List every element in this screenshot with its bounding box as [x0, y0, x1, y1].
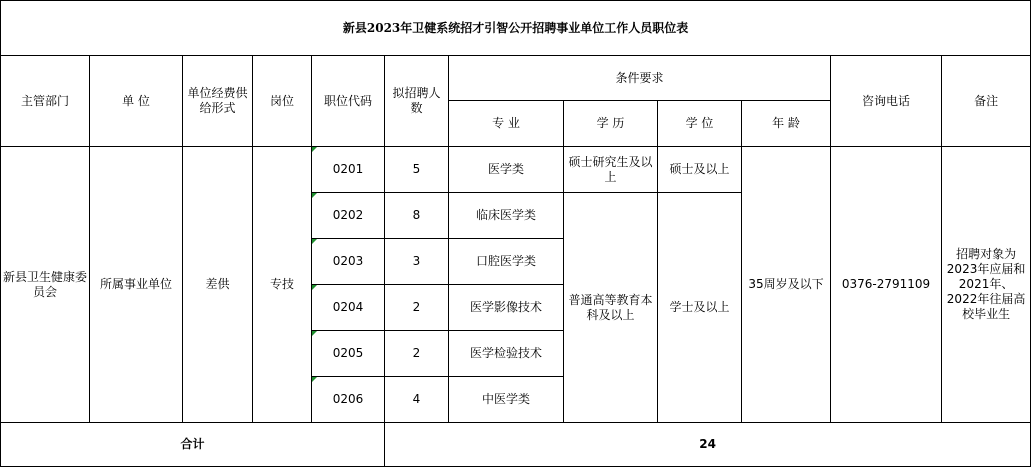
- header-education: 学 历: [564, 101, 658, 147]
- cell-major: 中医学类: [449, 377, 564, 423]
- header-major: 专 业: [449, 101, 564, 147]
- cell-marker-icon: [312, 239, 317, 244]
- cell-marker-icon: [312, 331, 317, 336]
- cell-unit: 所属事业单位: [90, 147, 183, 423]
- cell-funding: 差供: [183, 147, 253, 423]
- cell-count: 2: [385, 285, 449, 331]
- cell-marker-icon: [312, 147, 317, 152]
- header-post: 岗位: [253, 56, 312, 147]
- cell-code: [312, 285, 385, 331]
- cell-major: 临床医学类: [449, 193, 564, 239]
- cell-education: 硕士研究生及以上: [564, 147, 658, 193]
- cell-notes: 招聘对象为2023年应届和2021年、2022年往届高校毕业生: [942, 147, 1031, 423]
- cell-major: 医学影像技术: [449, 285, 564, 331]
- cell-major: 医学类: [449, 147, 564, 193]
- header-funding: 单位经费供给形式: [183, 56, 253, 147]
- cell-code: [312, 331, 385, 377]
- cell-count: 2: [385, 331, 449, 377]
- cell-dept: 新县卫生健康委员会: [1, 147, 90, 423]
- page-title: 新县2023年卫健系统招才引智公开招聘事业单位工作人员职位表: [1, 1, 1031, 56]
- header-age: 年 龄: [742, 101, 831, 147]
- cell-marker-icon: [312, 193, 317, 198]
- cell-degree: 硕士及以上: [658, 147, 742, 193]
- cell-code-text: 0201: [332, 162, 364, 176]
- cell-code-text: 0203: [332, 254, 364, 268]
- header-conditions: 条件要求: [449, 56, 831, 101]
- cell-code-text: 0206: [332, 392, 364, 406]
- cell-count: 5: [385, 147, 449, 193]
- cell-marker-icon: [312, 377, 317, 382]
- cell-code-text: 0202: [332, 208, 364, 222]
- cell-degree: 学士及以上: [658, 193, 742, 423]
- header-degree: 学 位: [658, 101, 742, 147]
- cell-code: [312, 239, 385, 285]
- cell-post: 专技: [253, 147, 312, 423]
- cell-phone: 0376-2791109: [831, 147, 942, 423]
- header-code: 职位代码: [312, 56, 385, 147]
- cell-age: 35周岁及以下: [742, 147, 831, 423]
- cell-marker-icon: [312, 285, 317, 290]
- header-unit: 单 位: [90, 56, 183, 147]
- cell-major: 医学检验技术: [449, 331, 564, 377]
- cell-code: [312, 193, 385, 239]
- cell-major: 口腔医学类: [449, 239, 564, 285]
- cell-education: 普通高等教育本科及以上: [564, 193, 658, 423]
- header-phone: 咨询电话: [831, 56, 942, 147]
- total-value: 24: [385, 423, 1031, 467]
- header-notes: 备注: [942, 56, 1031, 147]
- cell-code: [312, 377, 385, 423]
- header-count: 拟招聘人数: [385, 56, 449, 147]
- cell-count: 4: [385, 377, 449, 423]
- header-dept: 主管部门: [1, 56, 90, 147]
- cell-code-text: 0205: [332, 346, 364, 360]
- cell-code-text: 0204: [332, 300, 364, 314]
- total-row: [1, 423, 1031, 467]
- cell-count: 8: [385, 193, 449, 239]
- cell-count: 3: [385, 239, 449, 285]
- cell-code: [312, 147, 385, 193]
- total-label: 合计: [1, 423, 385, 467]
- table-row: [1, 147, 1031, 193]
